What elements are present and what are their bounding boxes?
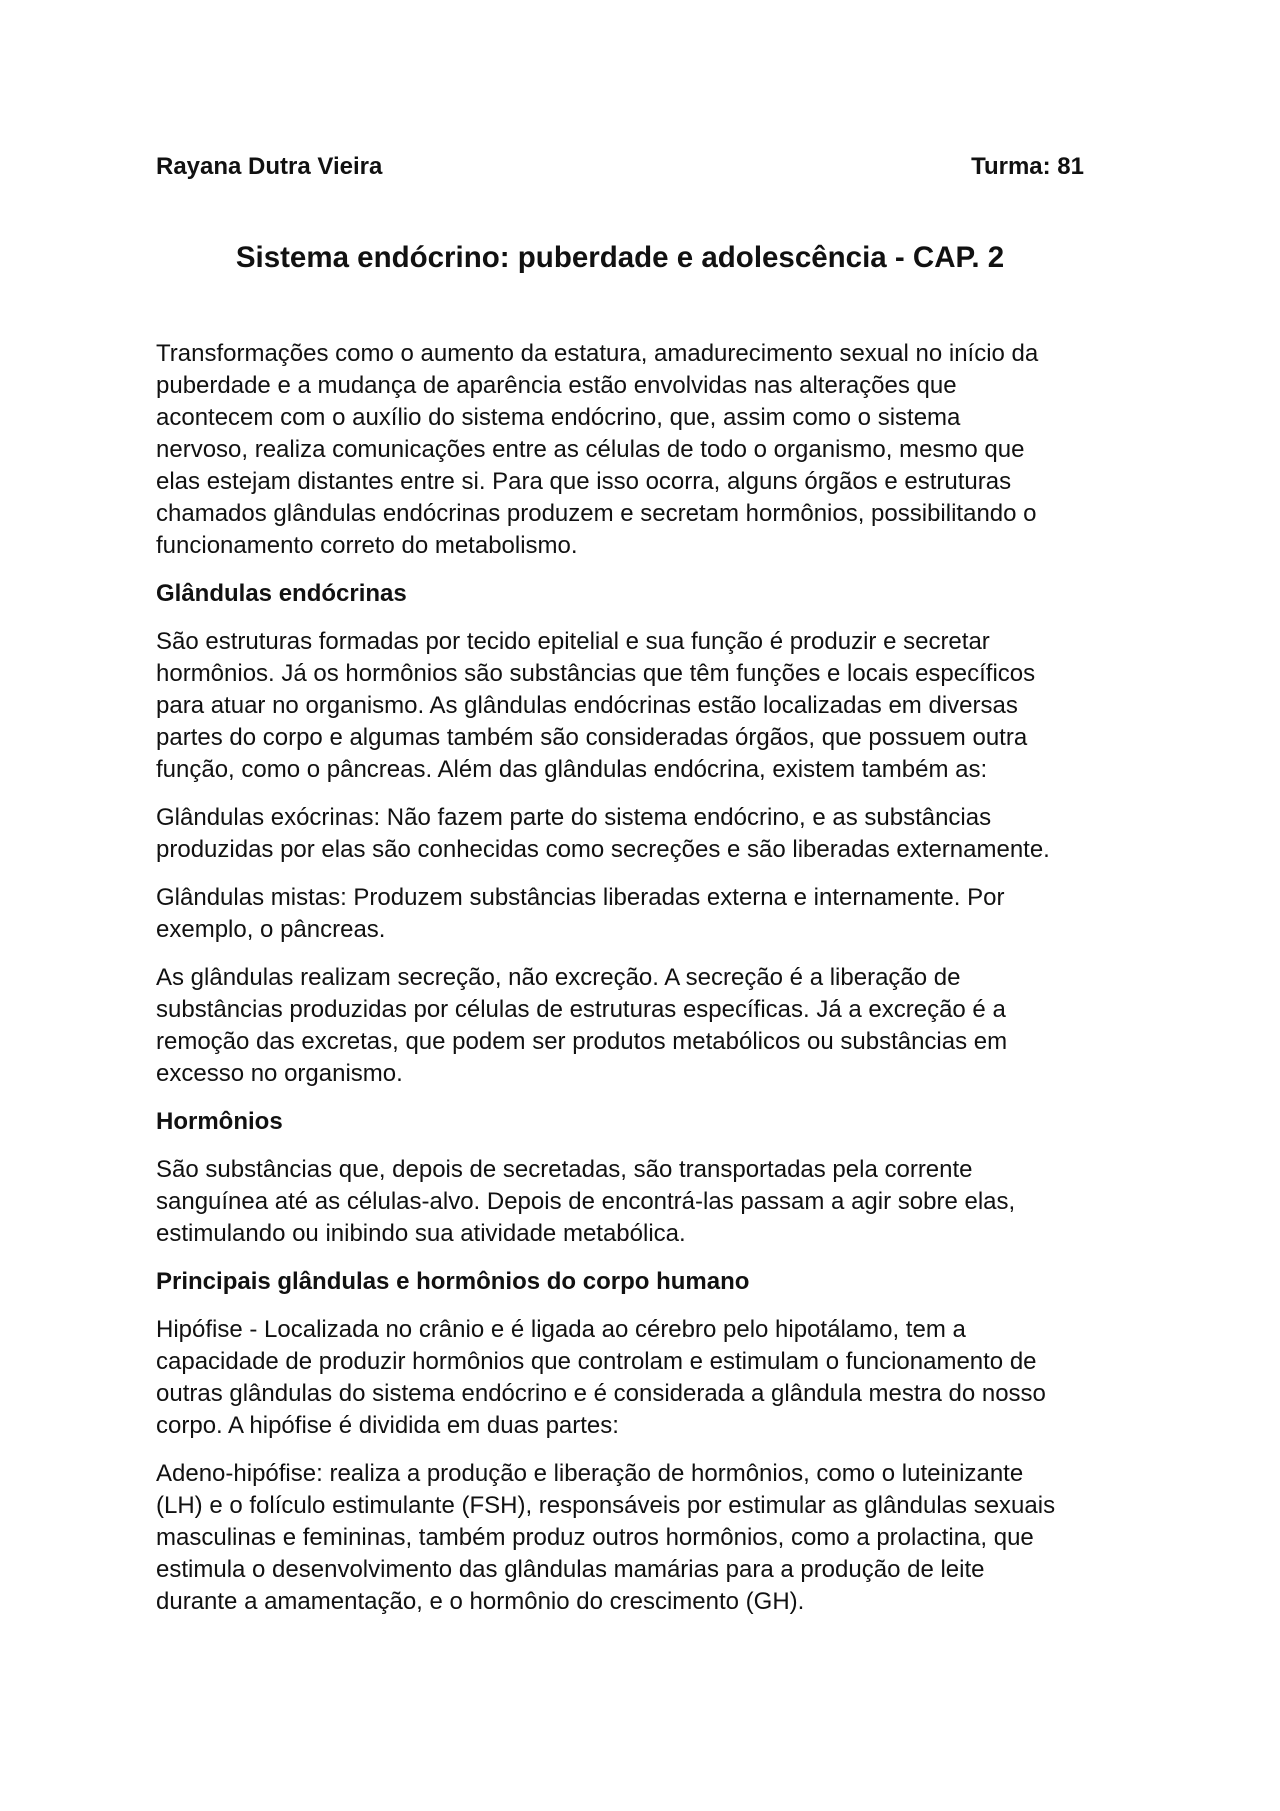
text-line: função, como o pâncreas. Além das glândulas endócrina, existem também as: [156, 756, 988, 783]
principais-paragraph-2 [156, 1458, 1124, 1618]
text-line: acontecem com o auxílio do sistema endócrino, que, assim como o sistema [156, 404, 961, 431]
text-line: para atuar no organismo. As glândulas endócrinas estão localizadas em diversas [156, 692, 1018, 719]
document-content [156, 152, 1124, 1634]
text-line: substâncias produzidas por células de estruturas específicas. Já a excreção é a [156, 996, 1006, 1023]
text-line: sanguínea até as células-alvo. Depois de encontrá-las passam a agir sobre elas, [156, 1188, 1016, 1215]
text-line: São estruturas formadas por tecido epitelial e sua função é produzir e secretar [156, 628, 990, 655]
text-line: estimulando ou inibindo sua atividade metabólica. [156, 1220, 686, 1247]
text-line: São substâncias que, depois de secretadas, são transportadas pela corrente [156, 1156, 973, 1183]
text-line: (LH) e o folículo estimulante (FSH), responsáveis por estimular as glândulas sexuais [156, 1492, 1056, 1519]
text-line: puberdade e a mudança de aparência estão envolvidas nas alterações que [156, 372, 957, 399]
text-line: chamados glândulas endócrinas produzem e secretam hormônios, possibilitando o [156, 500, 1037, 527]
section-heading-glandulas: Glândulas endócrinas [156, 580, 407, 607]
text-line: exemplo, o pâncreas. [156, 916, 386, 943]
glandulas-paragraph-4 [156, 962, 1124, 1090]
text-line: capacidade de produzir hormônios que controlam e estimulam o funcionamento de [156, 1348, 1037, 1375]
hormonios-paragraph-1 [156, 1154, 1124, 1250]
text-line: produzidas por elas são conhecidas como secreções e são liberadas externamente. [156, 836, 1050, 863]
intro-paragraph [156, 338, 1124, 562]
glandulas-paragraph-2 [156, 802, 1124, 866]
text-line: Hipófise - Localizada no crânio e é ligada ao cérebro pelo hipotálamo, tem a [156, 1316, 966, 1343]
page-title: Sistema endócrino: puberdade e adolescência - CAP. 2 [235, 241, 1005, 274]
text-line: outras glândulas do sistema endócrino e é considerada a glândula mestra do nosso [156, 1380, 1046, 1407]
text-line: partes do corpo e algumas também são consideradas órgãos, que possuem outra [156, 724, 1028, 751]
glandulas-paragraph-3 [156, 882, 1124, 946]
text-line: Glândulas exócrinas: Não fazem parte do sistema endócrino, e as substâncias [156, 804, 992, 831]
text-line: masculinas e femininas, também produz outros hormônios, como a prolactina, que [156, 1524, 1034, 1551]
section-heading-principais: Principais glândulas e hormônios do corpo humano [156, 1268, 750, 1295]
text-line: Adeno-hipófise: realiza a produção e liberação de hormônios, como o luteinizante [156, 1460, 1024, 1487]
text-line: excesso no organismo. [156, 1060, 403, 1087]
text-line: estimula o desenvolvimento das glândulas mamárias para a produção de leite [156, 1556, 985, 1583]
text-line: remoção das excretas, que podem ser produtos metabólicos ou substâncias em [156, 1028, 1008, 1055]
text-line: hormônios. Já os hormônios são substâncias que têm funções e locais específicos [156, 660, 1036, 687]
text-line: corpo. A hipófise é dividida em duas partes: [156, 1412, 619, 1439]
glandulas-paragraph-1 [156, 626, 1124, 786]
text-line: As glândulas realizam secreção, não excreção. A secreção é a liberação de [156, 964, 961, 991]
text-line: nervoso, realiza comunicações entre as células de todo o organismo, mesmo que [156, 436, 1025, 463]
document-header [156, 152, 1084, 182]
text-line: funcionamento correto do metabolismo. [156, 532, 578, 559]
class-label: Turma: 81 [971, 153, 1084, 180]
section-heading-hormonios: Hormônios [156, 1108, 283, 1135]
text-line: elas estejam distantes entre si. Para que isso ocorra, alguns órgãos e estruturas [156, 468, 1012, 495]
principais-paragraph-1 [156, 1314, 1124, 1442]
text-line: Glândulas mistas: Produzem substâncias liberadas externa e internamente. Por [156, 884, 1005, 911]
text-line: durante a amamentação, e o hormônio do crescimento (GH). [156, 1588, 805, 1615]
student-name: Rayana Dutra Vieira [156, 153, 383, 180]
text-line: Transformações como o aumento da estatura, amadurecimento sexual no início da [156, 340, 1039, 367]
